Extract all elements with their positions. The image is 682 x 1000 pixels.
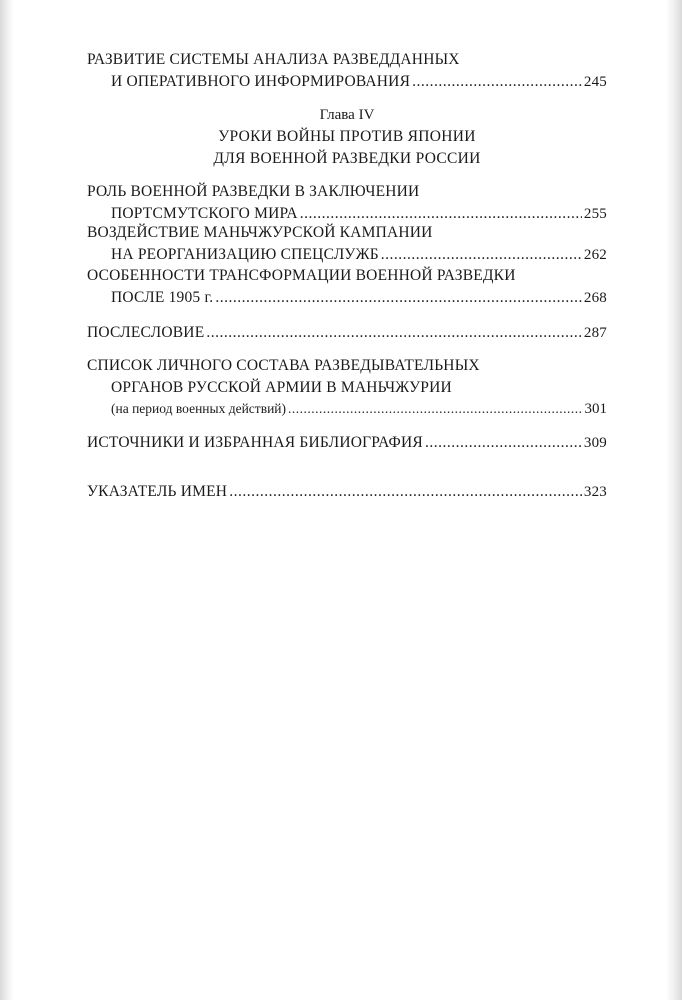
toc-entry-portsmouth-line2: ПОРТСМУТСКОГО МИРА: [111, 205, 298, 222]
dot-leader: [206, 322, 582, 344]
dot-leader: [412, 71, 582, 93]
toc-entry-reorg-line2: НА РЕОРГАНИЗАЦИЮ СПЕЦСЛУЖБ: [111, 246, 379, 263]
toc-entry-transform-line1: ОСОБЕННОСТИ ТРАНСФОРМАЦИИ ВОЕННОЙ РАЗВЕДКИ: [87, 267, 516, 284]
chapter-title-line1: УРОКИ ВОЙНЫ ПРОТИВ ЯПОНИИ: [218, 128, 476, 145]
page-number: 262: [583, 247, 607, 263]
toc-entry-reorg: [111, 244, 607, 266]
toc-entry-index-label: УКАЗАТЕЛЬ ИМЕН: [87, 483, 228, 500]
toc-entry-index: [87, 481, 607, 503]
dot-leader: [229, 481, 582, 503]
toc-entry-analysis: [111, 71, 607, 93]
page-number: 309: [583, 435, 607, 451]
chapter-label: Глава IV: [319, 107, 375, 123]
dot-leader: [381, 244, 582, 266]
page-edge-right: [666, 0, 682, 1000]
toc-entry-personnel-line2: ОРГАНОВ РУССКОЙ АРМИИ В МАНЬЧЖУРИИ: [111, 379, 452, 396]
toc-entry-portsmouth-line1: РОЛЬ ВОЕННОЙ РАЗВЕДКИ В ЗАКЛЮЧЕНИИ: [87, 183, 420, 200]
page-edge-left: [0, 0, 14, 1000]
toc-entry-sources: [87, 432, 607, 454]
toc-entry-personnel: [111, 398, 607, 420]
page-number: 255: [583, 206, 607, 222]
toc-entry-sources-label: ИСТОЧНИКИ И ИЗБРАННАЯ БИБЛИОГРАФИЯ: [87, 434, 423, 451]
dot-leader: [215, 287, 582, 309]
dot-leader: [288, 398, 582, 420]
toc-entry-personnel-line3: (на период военных действий): [111, 401, 287, 416]
toc-entry-personnel-line1: СПИСОК ЛИЧНОГО СОСТАВА РАЗВЕДЫВАТЕЛЬНЫХ: [87, 357, 480, 374]
chapter-title-line2: ДЛЯ ВОЕННОЙ РАЗВЕДКИ РОССИИ: [213, 150, 481, 167]
page-number: 268: [583, 290, 607, 306]
page-number: 301: [584, 401, 607, 417]
toc-entry-afterword-label: ПОСЛЕСЛОВИЕ: [87, 324, 205, 341]
toc-entry-afterword: [87, 322, 607, 344]
toc-entry-transform: [111, 287, 607, 309]
toc-entry-transform-line2: ПОСЛЕ 1905 г.: [111, 289, 214, 306]
dot-leader: [425, 432, 582, 454]
page-number: 323: [583, 484, 607, 500]
toc-entry-reorg-line1: ВОЗДЕЙСТВИЕ МАНЬЧЖУРСКОЙ КАМПАНИИ: [87, 224, 433, 241]
toc-entry-analysis-line2: И ОПЕРАТИВНОГО ИНФОРМИРОВАНИЯ: [111, 73, 411, 90]
toc-entry-analysis-line1: РАЗВИТИЕ СИСТЕМЫ АНАЛИЗА РАЗВЕДДАННЫХ: [87, 51, 460, 68]
page-number: 287: [583, 325, 607, 341]
page-number: 245: [583, 74, 607, 90]
